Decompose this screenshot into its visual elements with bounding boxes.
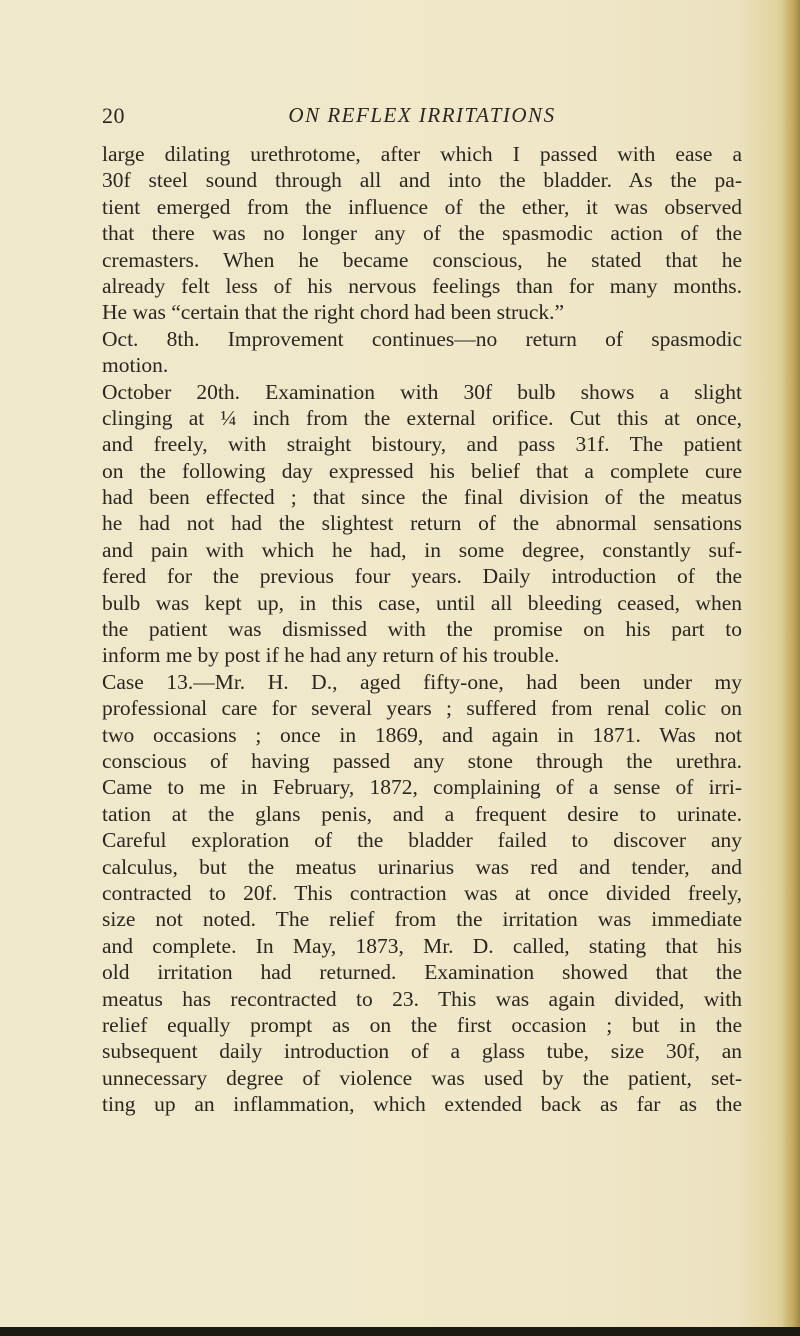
page-header [102, 103, 742, 133]
text-line: conscious of having passed any stone through the urethra. [102, 748, 742, 773]
text-line: ting up an inflammation, which extended back as far as the [102, 1092, 742, 1117]
text-line: meatus has recontracted to 23. This was again divided, with [102, 986, 742, 1011]
text-line: motion. [102, 353, 169, 378]
text-line: tation at the glans penis, and a frequent desire to urinate. [102, 801, 742, 826]
text-line: inform me by post if he had any return of his trouble. [102, 643, 560, 668]
running-title: ON REFLEX IRRITATIONS [288, 103, 556, 127]
text-line: he had not had the slightest return of the abnormal sensations [102, 511, 742, 536]
text-line: Oct. 8th. Improvement continues—no return of spasmodic [102, 326, 742, 351]
text-line: that there was no longer any of the spasmodic action of the [102, 221, 742, 246]
text-line: two occasions ; once in 1869, and again in 1871. Was not [102, 722, 742, 747]
text-line: and complete. In May, 1873, Mr. D. called, stating that his [102, 933, 742, 958]
text-line: professional care for several years ; suffered from renal colic on [102, 696, 742, 721]
text-line: and pain with which he had, in some degree, constantly suf- [102, 537, 742, 562]
text-line: bulb was kept up, in this case, until all bleeding ceased, when [102, 590, 742, 615]
text-line: had been effected ; that since the final division of the meatus [102, 485, 742, 510]
page-number: 20 [102, 103, 125, 128]
text-line: large dilating urethrotome, after which I passed with ease a [102, 142, 742, 166]
text-line: old irritation had returned. Examination showed that the [102, 960, 742, 985]
text-line: size not noted. The relief from the irritation was immediate [102, 907, 742, 932]
text-line: clinging at ¼ inch from the external orifice. Cut this at once, [102, 405, 742, 430]
text-line: calculus, but the meatus urinarius was red and tender, and [102, 854, 742, 879]
page-edge-shadow [782, 0, 800, 1336]
text-line: subsequent daily introduction of a glass tube, size 30f, an [102, 1039, 742, 1064]
text-line: tient emerged from the influence of the ether, it was observed [102, 194, 742, 219]
bottom-scan-border [0, 1327, 800, 1336]
text-line: unnecessary degree of violence was used by the patient, set- [102, 1065, 742, 1090]
text-line: Careful exploration of the bladder failed to discover any [102, 828, 742, 853]
text-line: Came to me in February, 1872, complaining of a sense of irri- [102, 775, 742, 800]
text-line: October 20th. Examination with 30f bulb shows a slight [102, 379, 742, 404]
text-line: the patient was dismissed with the promise on his part to [102, 617, 742, 642]
text-line: on the following day expressed his belief that a complete cure [102, 458, 742, 483]
text-line: Case 13.—Mr. H. D., aged fifty-one, had been under my [102, 669, 742, 694]
text-line: and freely, with straight bistoury, and pass 31f. The patient [102, 432, 742, 457]
text-line: fered for the previous four years. Daily introduction of the [102, 564, 742, 589]
text-line: cremasters. When he became conscious, he stated that he [102, 247, 742, 272]
text-line: 30f steel sound through all and into the bladder. As the pa- [102, 168, 742, 193]
text-line: already felt less of his nervous feelings than for many months. [102, 273, 742, 298]
text-line: He was “certain that the right chord had been struck.” [102, 300, 565, 325]
text-line: contracted to 20f. This contraction was at once divided freely, [102, 880, 742, 905]
body-text [102, 141, 742, 1117]
text-line: relief equally prompt as on the first occasion ; but in the [102, 1012, 742, 1037]
